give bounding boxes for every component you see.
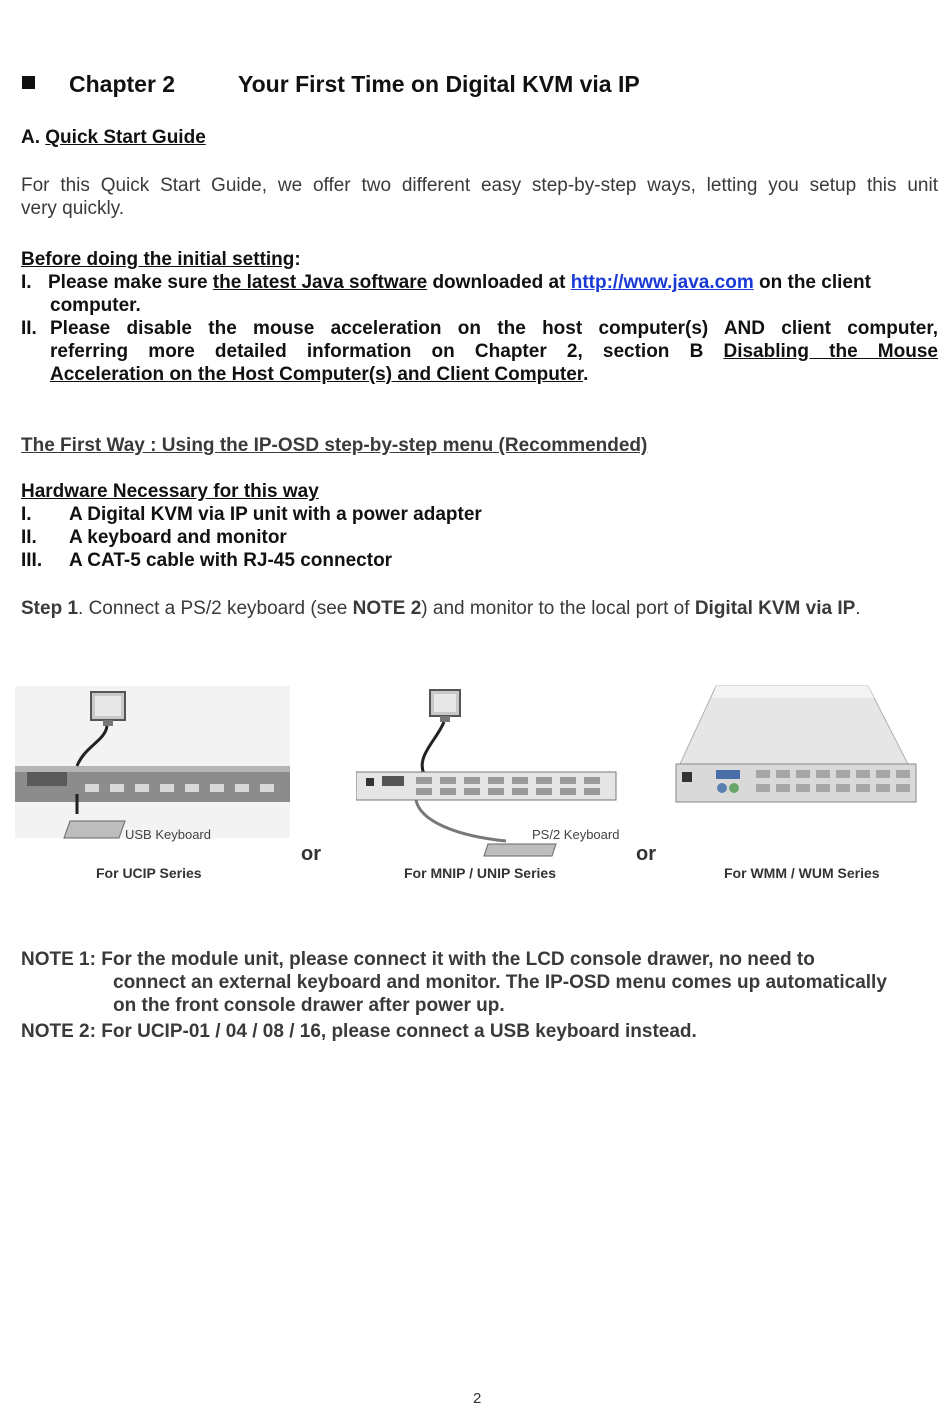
item-line bbox=[50, 340, 938, 363]
item-text: A CAT-5 cable with RJ-45 connector bbox=[69, 550, 393, 571]
list-number: II. bbox=[21, 527, 37, 548]
step-text: ) and monitor to the local port of bbox=[421, 598, 695, 619]
item-text: . bbox=[583, 364, 589, 385]
item-line: Please disable the mouse acceleration on the host computer(s) AND client computer, bbox=[50, 318, 938, 339]
disabling-mouse-link[interactable]: Disabling the Mouse bbox=[723, 341, 938, 362]
before-item-2 bbox=[21, 317, 938, 386]
or-separator-1: or bbox=[301, 843, 321, 865]
page-number: 2 bbox=[473, 1390, 482, 1407]
note-1-line-3: on the front console drawer after power up. bbox=[113, 995, 505, 1016]
wmm-series-caption: For WMM / WUM Series bbox=[724, 865, 880, 881]
before-heading-colon: : bbox=[294, 249, 301, 270]
step-text: . bbox=[855, 598, 861, 619]
list-number: I. bbox=[21, 504, 32, 525]
intro-line-1: For this Quick Start Guide, we offer two different easy step-by-step ways, letting you setup this unit bbox=[21, 175, 938, 196]
item-text: referring more detailed information on Chapter 2, section B bbox=[50, 341, 724, 362]
hardware-heading: Hardware Necessary for this way bbox=[21, 481, 319, 502]
before-heading-text: Before doing the initial setting bbox=[21, 249, 295, 270]
mnip-series-caption: For MNIP / UNIP Series bbox=[404, 865, 556, 881]
before-heading bbox=[21, 248, 301, 271]
first-way-title: The First Way : Using the IP-OSD step-by-step menu (Recommended) bbox=[21, 435, 648, 456]
item-text: A Digital KVM via IP unit with a power adapter bbox=[69, 504, 482, 525]
wmm-device-figure bbox=[672, 684, 920, 806]
note-1-line-2: connect an external keyboard and monitor. The IP-OSD menu comes up automatically bbox=[113, 972, 887, 993]
section-prefix: A. bbox=[21, 127, 46, 148]
ps2-keyboard-label: PS/2 Keyboard bbox=[532, 827, 620, 842]
item-text: downloaded at bbox=[427, 272, 571, 293]
list-number: II. bbox=[21, 318, 37, 339]
bullet-square-icon bbox=[22, 76, 35, 89]
intro-line-2: very quickly. bbox=[21, 198, 125, 219]
ucip-series-caption: For UCIP Series bbox=[96, 865, 202, 881]
before-item-1 bbox=[21, 271, 938, 317]
ucip-device-figure bbox=[15, 686, 290, 846]
item-line bbox=[50, 363, 588, 386]
java-com-link[interactable]: http://www.java.com bbox=[570, 272, 754, 293]
item-continuation: computer. bbox=[50, 295, 141, 316]
note-ref: NOTE 2 bbox=[352, 598, 422, 619]
usb-keyboard-label: USB Keyboard bbox=[125, 827, 211, 842]
note-1-line-1: NOTE 1: For the module unit, please connect it with the LCD console drawer, no need to bbox=[21, 949, 815, 970]
item-text: on the client bbox=[753, 272, 871, 293]
step-label: Step 1 bbox=[21, 598, 79, 619]
list-number: I. bbox=[21, 272, 32, 293]
section-heading bbox=[21, 126, 206, 149]
step-1 bbox=[21, 597, 861, 620]
quick-start-guide-title: Quick Start Guide bbox=[45, 127, 206, 148]
chapter-title: Your First Time on Digital KVM via IP bbox=[238, 71, 640, 97]
step-text: . Connect a PS/2 keyboard (see bbox=[78, 598, 353, 619]
item-text: Please make sure bbox=[48, 272, 213, 293]
chapter-label: Chapter 2 bbox=[69, 71, 176, 97]
list-number: III. bbox=[21, 550, 43, 571]
item-text: A keyboard and monitor bbox=[69, 527, 287, 548]
java-software-text: the latest Java software bbox=[212, 272, 428, 293]
or-separator-2: or bbox=[636, 843, 656, 865]
note-2: NOTE 2: For UCIP-01 / 04 / 08 / 16, please connect a USB keyboard instead. bbox=[21, 1021, 697, 1042]
product-name: Digital KVM via IP bbox=[694, 598, 856, 619]
acceleration-link[interactable]: Acceleration on the Host Computer(s) and Client Computer bbox=[50, 364, 584, 385]
